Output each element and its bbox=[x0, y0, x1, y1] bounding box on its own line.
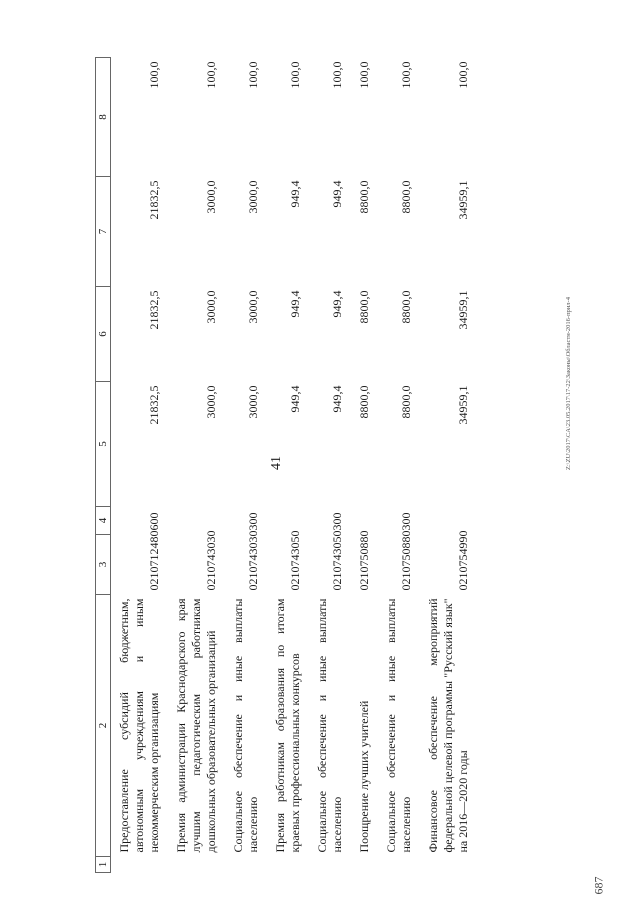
header-col-1: 1 bbox=[96, 857, 111, 873]
header-col-4: 4 bbox=[96, 507, 111, 535]
header-col-3: 3 bbox=[96, 535, 111, 595]
percent-cell: 100,0 bbox=[357, 61, 371, 89]
table-row bbox=[267, 58, 309, 873]
table-row bbox=[309, 58, 351, 873]
description-cell: Социальное обеспечение и иные выплаты населению bbox=[231, 598, 260, 853]
header-col-5: 5 bbox=[96, 382, 111, 507]
description-cell: Премия администрации Краснодарского края лучшим педагогическим работникам дошкольных образовательных организаций bbox=[174, 598, 218, 853]
approved-amount-cell: 21832,5 bbox=[147, 385, 161, 425]
executed-amount-cell: 949,4 bbox=[330, 180, 344, 208]
header-col-8: 8 bbox=[96, 58, 111, 177]
plan-amount-cell: 949,4 bbox=[330, 290, 344, 318]
approved-amount-cell: 3000,0 bbox=[246, 385, 260, 419]
expense-type-cell: 300 bbox=[330, 512, 344, 531]
description-cell: Социальное обеспечение и иные выплаты населению bbox=[315, 598, 344, 853]
expense-type-cell: 300 bbox=[246, 512, 260, 531]
executed-amount-cell: 8800,0 bbox=[399, 180, 413, 214]
target-code-cell: 0210743050 bbox=[330, 530, 344, 591]
approved-amount-cell: 949,4 bbox=[330, 385, 344, 413]
percent-cell: 100,0 bbox=[246, 61, 260, 89]
plan-amount-cell: 34959,1 bbox=[456, 290, 470, 330]
executed-amount-cell: 3000,0 bbox=[204, 180, 218, 214]
row-number-cell bbox=[351, 857, 378, 873]
bottom-page-number: 687 bbox=[591, 876, 606, 895]
executed-amount-cell: 3000,0 bbox=[246, 180, 260, 214]
plan-amount-cell: 21832,5 bbox=[147, 290, 161, 330]
page-number: 41 bbox=[269, 456, 284, 470]
approved-amount-cell: 34959,1 bbox=[456, 385, 470, 425]
executed-amount-cell: 34959,1 bbox=[456, 180, 470, 220]
plan-amount-cell: 949,4 bbox=[288, 290, 302, 318]
table-row bbox=[111, 58, 169, 873]
executed-amount-cell: 949,4 bbox=[288, 180, 302, 208]
target-code-cell: 0210754990 bbox=[456, 530, 470, 591]
description-cell: Премия работникам образования по итогам краевых профессиональных конкурсов bbox=[273, 598, 302, 853]
approved-amount-cell: 3000,0 bbox=[204, 385, 218, 419]
percent-cell: 100,0 bbox=[204, 61, 218, 89]
approved-amount-cell: 8800,0 bbox=[399, 385, 413, 419]
approved-amount-cell: 8800,0 bbox=[357, 385, 371, 419]
target-code-cell: 0210750880 bbox=[357, 530, 371, 591]
plan-amount-cell: 8800,0 bbox=[357, 290, 371, 324]
header-col-6: 6 bbox=[96, 287, 111, 382]
table-row bbox=[225, 58, 267, 873]
header-col-2: 2 bbox=[96, 595, 111, 857]
percent-cell: 100,0 bbox=[288, 61, 302, 89]
footer-file-path: Z:\ZU\2017\СA\23.05.2017\17-22\Законы\Областн-2016-прил-4 bbox=[565, 297, 572, 470]
row-number-cell bbox=[225, 857, 267, 873]
row-number-cell bbox=[168, 857, 225, 873]
description-cell: Социальное обеспечение и иные выплаты населению bbox=[384, 598, 413, 853]
executed-amount-cell: 21832,5 bbox=[147, 180, 161, 220]
percent-cell: 100,0 bbox=[330, 61, 344, 89]
target-code-cell: 0210712480 bbox=[147, 530, 161, 591]
header-col-7: 7 bbox=[96, 177, 111, 287]
budget-table-container bbox=[95, 58, 565, 873]
target-code-cell: 0210743030 bbox=[246, 530, 260, 591]
expense-type-cell: 300 bbox=[399, 512, 413, 531]
plan-amount-cell: 8800,0 bbox=[399, 290, 413, 324]
row-number-cell bbox=[309, 857, 351, 873]
description-cell: Поощрение лучших учителей bbox=[357, 700, 371, 853]
executed-amount-cell: 8800,0 bbox=[357, 180, 371, 214]
table-row bbox=[168, 58, 225, 873]
description-cell: Предоставление субсидий бюджетным, автономным учреждениям и иным некоммерческим организациям bbox=[117, 598, 161, 853]
row-number-cell bbox=[111, 857, 169, 873]
percent-cell: 100,0 bbox=[147, 61, 161, 89]
table-row bbox=[378, 58, 420, 873]
table-row bbox=[420, 58, 477, 873]
expense-type-cell: 600 bbox=[147, 512, 161, 531]
row-number-cell bbox=[378, 857, 420, 873]
percent-cell: 100,0 bbox=[456, 61, 470, 89]
target-code-cell: 0210743030 bbox=[204, 530, 218, 591]
target-code-cell: 0210743050 bbox=[288, 530, 302, 591]
row-number-cell bbox=[420, 857, 477, 873]
target-code-cell: 0210750880 bbox=[399, 530, 413, 591]
row-number-cell bbox=[267, 857, 309, 873]
table-header-row bbox=[96, 58, 111, 873]
budget-table bbox=[95, 57, 477, 873]
table-row bbox=[351, 58, 378, 873]
plan-amount-cell: 3000,0 bbox=[246, 290, 260, 324]
percent-cell: 100,0 bbox=[399, 61, 413, 89]
plan-amount-cell: 3000,0 bbox=[204, 290, 218, 324]
description-cell: Финансовое обеспечение мероприятий федеральной целевой программы "Русский язык" на 2016—2020 годы bbox=[426, 598, 470, 853]
approved-amount-cell: 949,4 bbox=[288, 385, 302, 413]
